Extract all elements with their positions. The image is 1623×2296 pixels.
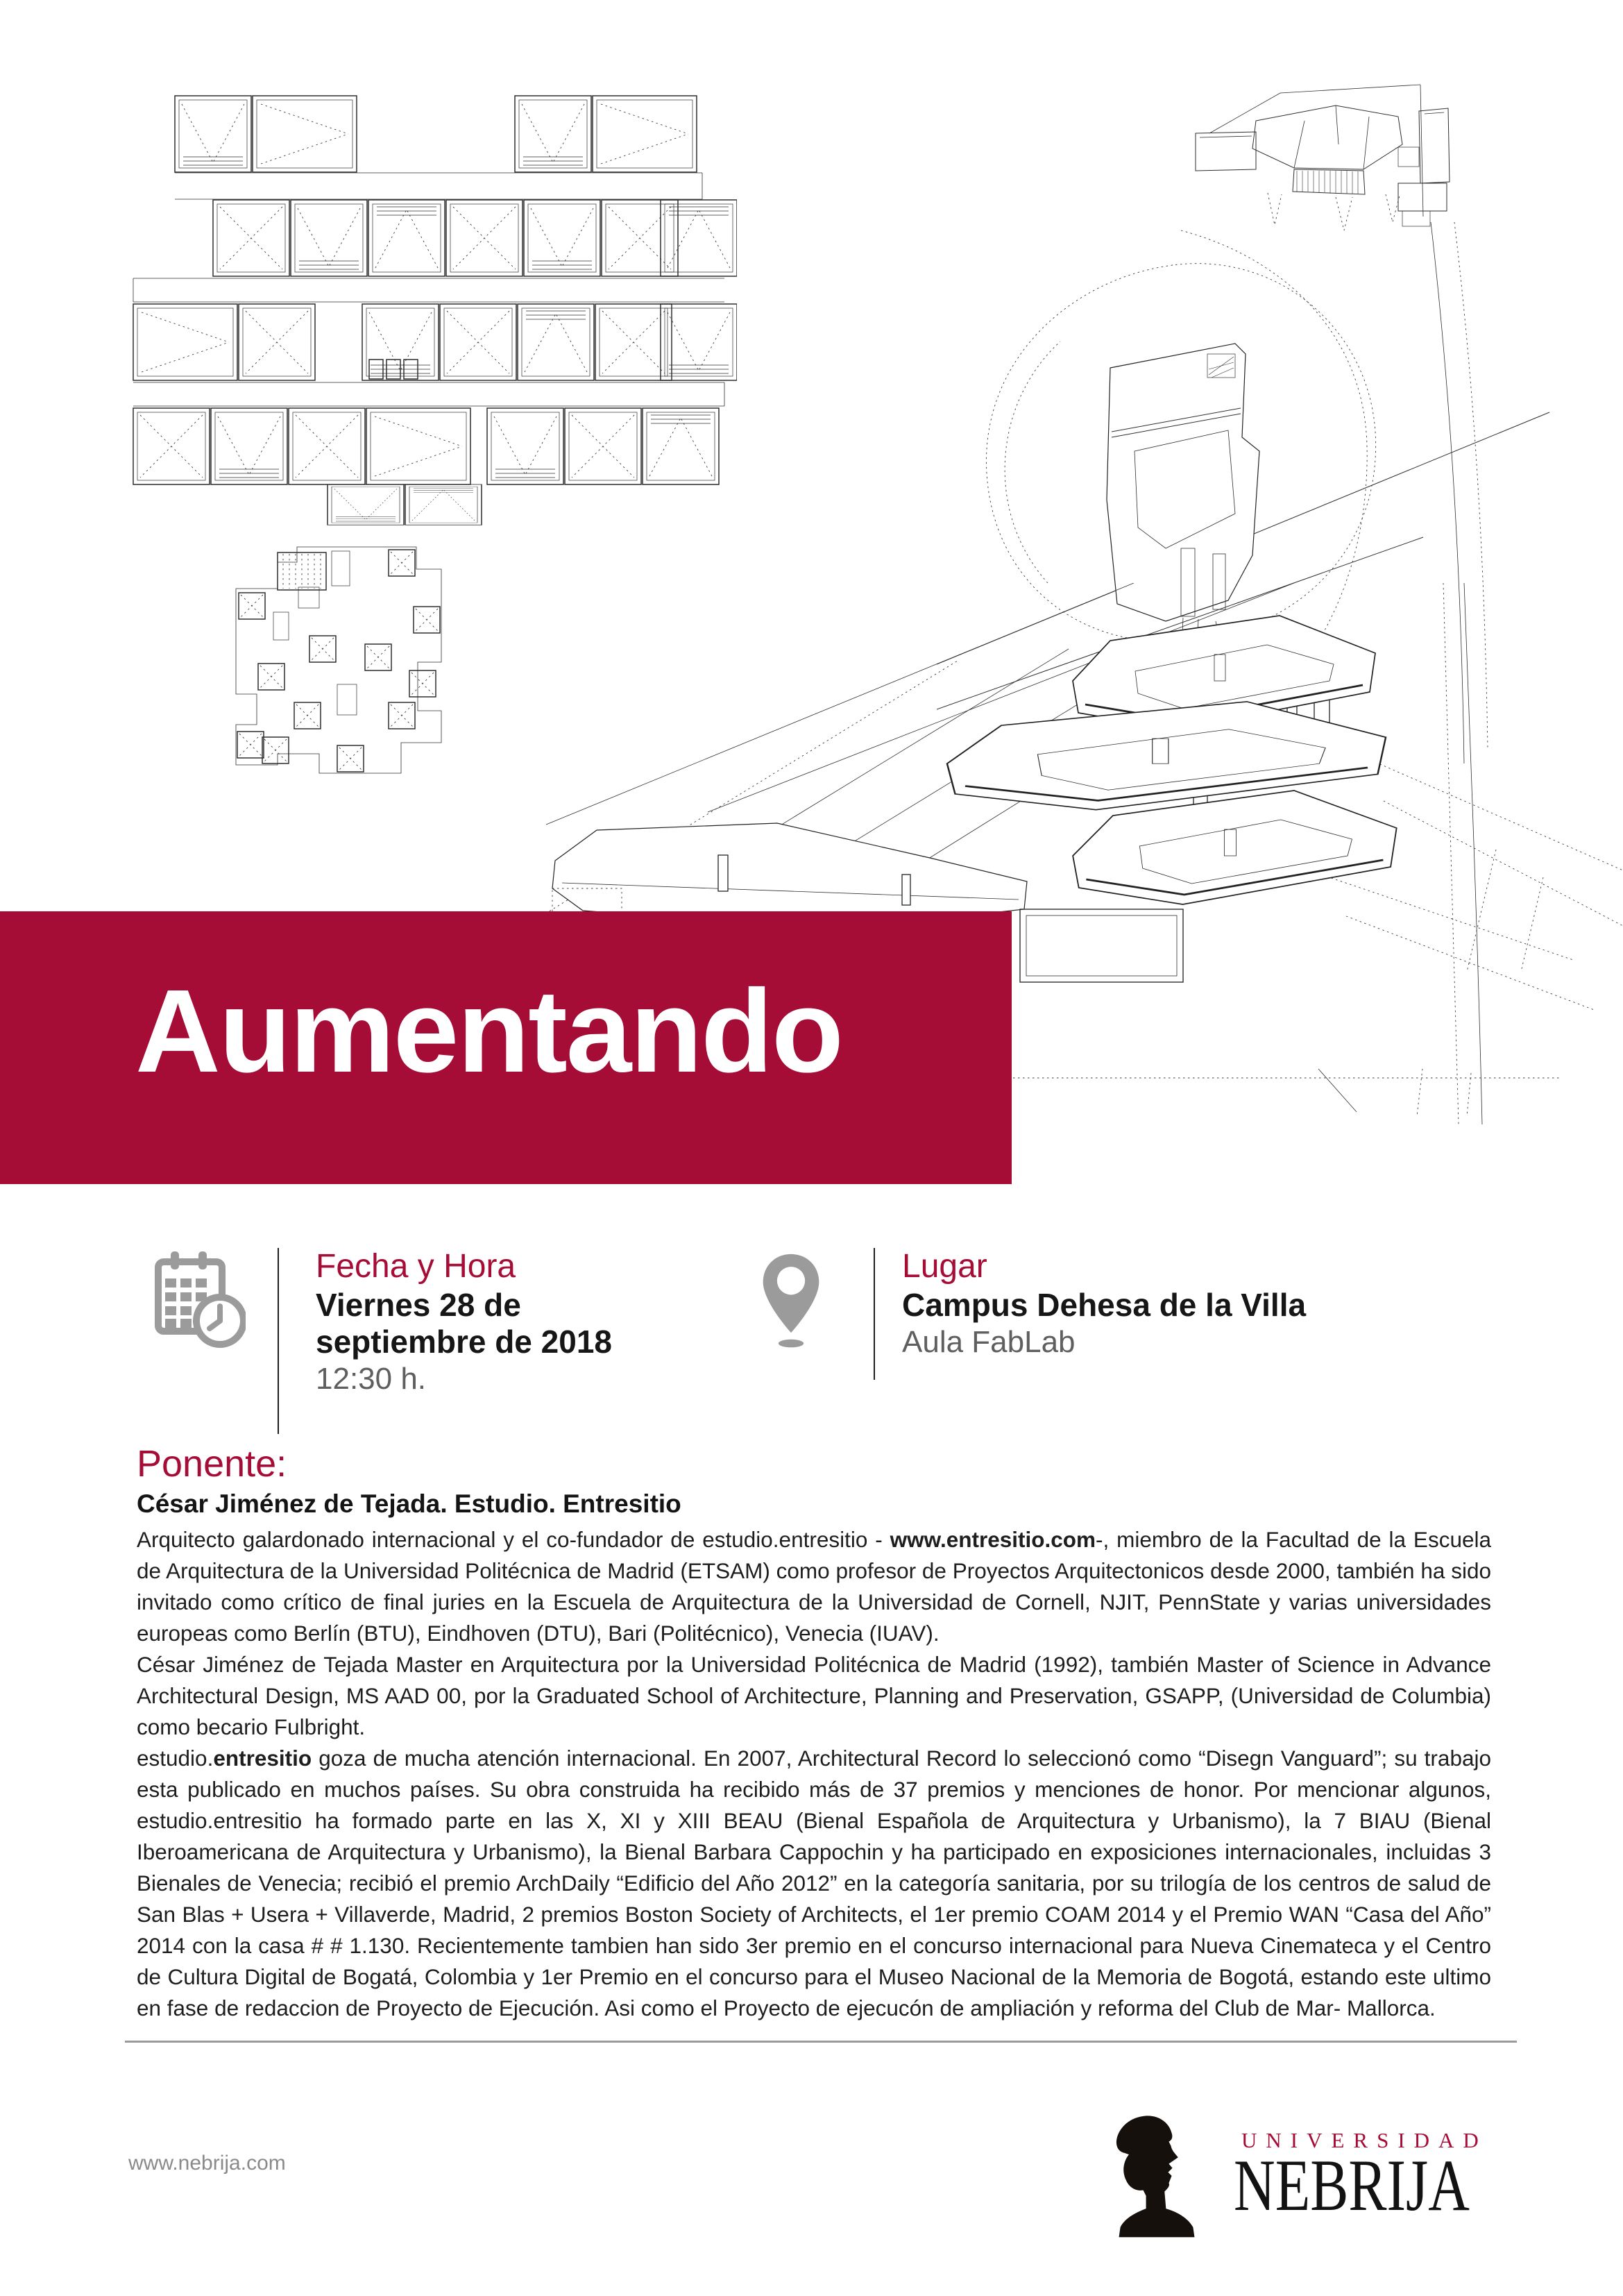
page-title: Aumentando [135, 965, 842, 1097]
website-link[interactable]: www.nebrija.com [128, 2152, 286, 2175]
axonometric-building-sketch [1190, 78, 1461, 244]
date-divider [278, 1248, 279, 1434]
date-line1: Viernes 28 de [316, 1287, 521, 1323]
bio-p3-studio: entresitio [213, 1746, 312, 1771]
footer-divider [125, 2041, 1517, 2043]
date-heading: Fecha y Hora [316, 1248, 516, 1285]
bio-p3-rest: goza de mucha atención internacional. En 2007, Architectural Record lo seleccionó como “Disegn Vanguard”; su trabajo esta publicado en muchos países. Su obra construida ha recibido más de 37 premios y menciones de honor. Por mencionar algunos, estudio.entresitio ha formado parte en las X, XI y XIII BEAU (Bienal Española de Arquitectura y Urbanismo), la 7 BIAU (Bienal Iberoamericana de Arquitectura y Urbanismo), la Bienal Barbara Cappochin y ha participado en exposiciones internacionales, incluidas 3 Bienales de Venecia; recibió el premio ArchDaily “Edificio del Año 2012” en la categoría sanitaria, por su trilogía de los centros de salud de San Blas + Usera + Villaverde, Madrid, 2 premios Boston Society of Architects, el 1er premio COAM 2014 y el Premio WAN “Casa del Año” 2014 con la casa # # 1.130. Recientemente tambien han sido 3er premio en el concurso internacional para Nueva Cinemateca y el Centro de Cultura Digital de Bogatá, Colombia y 1er Premio en el concurso para el Museo Nacional de la Memoria de Bogotá, estando este ultimo en fase de redaccion de Proyecto de Ejecución. Asi como el Proyecto de ejecucón de ampliación y reforma del Club de Mar- Mallorca. [137, 1746, 1491, 2020]
date-info [316, 1247, 760, 1397]
bio-p1-text: Arquitecto galardonado internacional y el co-fundador de estudio.entresitio - [137, 1527, 890, 1552]
date-line2: septiembre de 2018 [316, 1324, 613, 1360]
bio-paragraph-2: César Jiménez de Tejada Master en Arquitectura por la Universidad Politécnica de Madrid (1992), también Master of Science in Advance Architectural Design, MS AAD 00, por la Graduated School of Architecture, Planning and Preservation, GSAPP, (Universidad de Columbia) como becario Fulbright. [137, 1652, 1491, 1739]
location-pin-icon [758, 1249, 824, 1355]
title-banner [0, 911, 1012, 1184]
bio-paragraph-1 [137, 1524, 1491, 1649]
logo-nebrija-text: NEBRIJA [1234, 2145, 1470, 2226]
place-info [902, 1247, 1429, 1360]
calendar-clock-icon [154, 1249, 246, 1355]
floor-plan-small [235, 546, 443, 775]
nebrija-scholar-portrait-icon [1105, 2109, 1209, 2247]
place-divider [874, 1248, 875, 1380]
place-line1: Campus Dehesa de la Villa [902, 1287, 1307, 1323]
floor-plan-modular-grid [126, 82, 737, 527]
place-line2: Aula FabLab [902, 1325, 1076, 1359]
place-heading: Lugar [902, 1248, 987, 1285]
logo-universidad-text: UNIVERSIDAD [1241, 2128, 1488, 2152]
speaker-bio [137, 1524, 1491, 2024]
speaker-section-heading: Ponente: [137, 1443, 287, 1485]
bio-p1-rest: -, miembro de la Facultad de la Escuela de Arquitectura de la Universidad Politécnica de Madrid (ETSAM) como profesor de Proyectos Arquitectonicos desde 2000, también ha sido invitado como crítico de final juries en la Escuela de Arquitectura de la Universidad de Cornell, NJIT, PennState y varias universidades europeas como Berlín (BTU), Eindhoven (DTU), Bari (Politécnico), Venecia (IUAV). [137, 1527, 1491, 1646]
bio-p3-text: estudio. [137, 1746, 214, 1771]
bio-p1-website: www.entresitio.com [890, 1527, 1096, 1552]
speaker-name: César Jiménez de Tejada. Estudio. Entresitio [137, 1489, 681, 1518]
bio-paragraph-3 [137, 1743, 1491, 2024]
date-time: 12:30 h. [316, 1362, 427, 1396]
